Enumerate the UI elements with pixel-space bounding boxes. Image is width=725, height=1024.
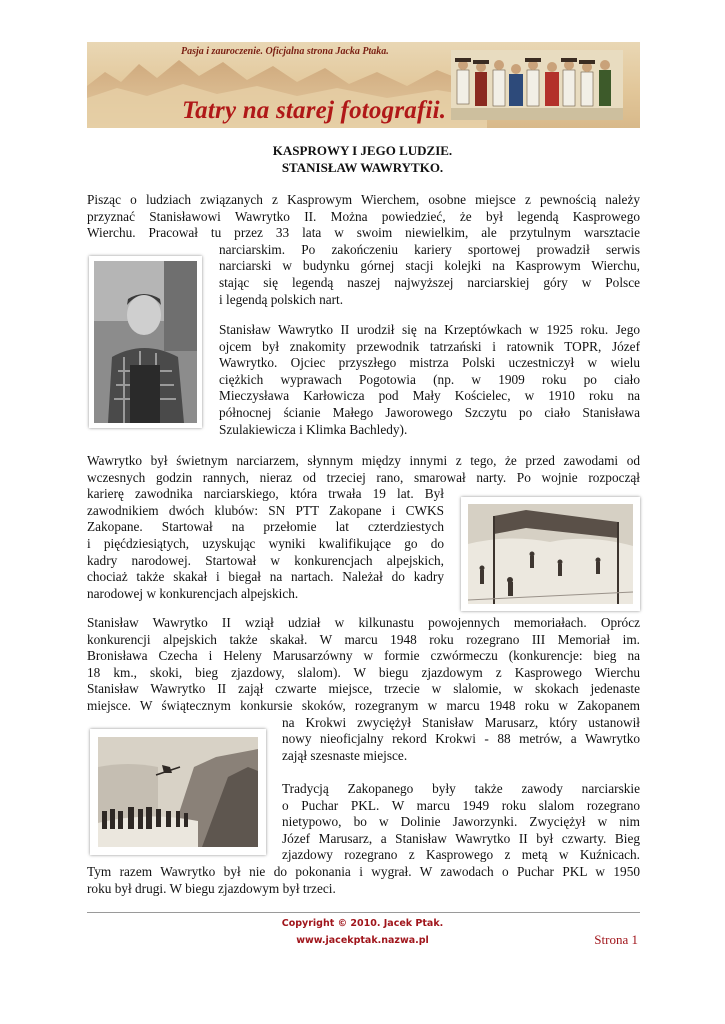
paragraph-line: ojcem był znakomity przewodnik tatrzański i ratownik TOPR, Józef xyxy=(219,338,640,354)
article-heading-line-2: STANISŁAW WAWRYTKO. xyxy=(281,160,444,175)
paragraph-line: zawodnikiem dwóch klubów: SN PTT Zakopane i CWKS xyxy=(87,502,444,518)
portrait-photo xyxy=(89,256,202,428)
paragraph-5 xyxy=(282,781,640,864)
ski-jump-photo xyxy=(90,729,266,855)
paragraph-line: na Krokwi zwyciężył Stanisław Marusarz, który ustanowił xyxy=(282,714,640,730)
paragraph-line: roku był drugi. W biegu zjazdowym był trzeci. xyxy=(87,880,336,896)
ski-race-photo xyxy=(461,497,640,611)
paragraph-1 xyxy=(87,192,640,242)
paragraph-line: Józef Marusarz, a Stanisław Wawrytko II był czwarty. Bieg xyxy=(282,830,640,846)
paragraph-line: Stanisław Wawrytko II wziął udział w kilkunastu powojennych memoriałach. Oprócz xyxy=(87,615,640,630)
paragraph-line: narciarski w budynku górnej stacji kolejki na Kasprowym Wierchu, xyxy=(219,258,640,274)
paragraph-line: Tradycją Zakopanego były także zawody narciarskie xyxy=(282,781,640,796)
paragraph-3-continued xyxy=(87,486,444,602)
paragraph-line: Tym razem Wawrytko był nie do pokonania i wygrał. W zawodach o Puchar PKL w 1950 xyxy=(87,864,640,879)
paragraph-line: Zakopane. Startował na przełomie lat czterdziestych xyxy=(87,519,444,535)
paragraph-2 xyxy=(219,322,640,438)
paragraph-line: stając się legendą naszej najwyższej narciarskiej góry w Polsce xyxy=(219,274,640,290)
paragraph-line: i legendą polskich nart. xyxy=(219,291,344,307)
paragraph-line: Pisząc o ludziach związanych z Kasprowym Wierchem, osobne miejsce z pewnością należy xyxy=(87,192,640,207)
paragraph-line: miejsce. W świątecznym konkursie skoków, rozegranym w marcu 1948 roku w Zakopanem xyxy=(87,697,640,713)
paragraph-line: ciężkich wyprawach Pogotowia (np. w 1909 roku po ciało xyxy=(219,371,640,387)
folk-costume-figures-image xyxy=(451,50,623,120)
paragraph-line: Szulakiewicza i Klimka Bachledy). xyxy=(219,421,408,437)
footer-divider xyxy=(87,912,640,913)
paragraph-line: Stanisław Wawrytko II zajął czwarte miejsce, trzecie w slalomie, w skokach jedenaste xyxy=(87,681,640,697)
paragraph-line: konkurencji alpejskich także skakał. W marcu 1948 roku rozegrano III Memoriał im. xyxy=(87,631,640,647)
paragraph-5-continued xyxy=(87,864,640,897)
paragraph-line: przyznać Stanisławowi Wawrytko II. Można powiedzieć, że był legendą Kasprowego xyxy=(87,208,640,224)
ski-jump-image xyxy=(98,737,258,847)
paragraph-line: narciarskim. Po zakończeniu kariery sportowej prowadził serwis xyxy=(219,241,640,257)
paragraph-line: wczesnych godzin rannych, nieraz od trzeciej rano, smarował narty. Po wojnie rozpoczął xyxy=(87,469,640,485)
portrait-image xyxy=(94,261,197,423)
paragraph-line: Wierchu. Pracował tu przez 33 lata w swoim niewielkim, ale przytulnym warsztacie xyxy=(87,225,640,241)
paragraph-line: i pięćdziesiątych, uzyskując wyniki kwalifikujące go do xyxy=(87,535,444,551)
article-heading-line-1: KASPROWY I JEGO LUDZIE. xyxy=(272,143,453,158)
paragraph-1-continued xyxy=(219,242,640,308)
page-number: Strona 1 xyxy=(594,932,638,947)
paragraph-line: północnej ścianie Małego Jaworowego Szczytu po ciało Stanisława xyxy=(219,404,640,420)
paragraph-line: nowy nieoficjalny rekord Krokwi - 88 metrów, a Wawrytko xyxy=(282,731,640,747)
site-title: Tatry na starej fotografii. xyxy=(182,97,447,124)
paragraph-line: narodowej w konkurencjach alpejskich. xyxy=(87,585,299,601)
paragraph-line: Bronisława Czecha i Heleny Marusarzówny w formie czwórmeczu (konkurencje: bieg na xyxy=(87,648,640,664)
site-tagline: Pasja i zauroczenie. Oficjalna strona Jacka Ptaka. xyxy=(181,46,389,57)
paragraph-line: karierę zawodnika narciarskiego, która trwała 19 lat. Był xyxy=(87,486,444,502)
paragraph-line: 18 km., skoki, bieg zjazdowy, slalom). W biegu zjazdowym z Kasprowego Wierchu xyxy=(87,664,640,680)
paragraph-line: kadry narodowej. Startował w konkurencjach alpejskich, xyxy=(87,552,444,568)
paragraph-4 xyxy=(87,615,640,715)
footer-website-link[interactable]: www.jacekptak.nazwa.pl xyxy=(296,935,429,946)
paragraph-line: nietypowo, bo w Dolinie Jaworzynki. Zwyciężył w nim xyxy=(282,814,640,830)
paragraph-line: o Puchar PKL. W marcu 1949 roku slalom rozegrano xyxy=(282,797,640,813)
paragraph-line: chociaż także skakał i biegał na nartach. Należał do kadry xyxy=(87,569,444,585)
paragraph-line: Wawrytko był świetnym narciarzem, słynnym między innymi z tego, że przed zawodami od xyxy=(87,453,640,468)
paragraph-line: Stanisław Wawrytko II urodził się na Krzeptówkach w 1925 roku. Jego xyxy=(219,322,640,337)
footer-copyright: Copyright © 2010. Jacek Ptak. xyxy=(281,918,444,929)
paragraph-line: zjazdowy rozegrano z Kasprowego z metą w Kuźnicach. xyxy=(282,847,640,863)
paragraph-3 xyxy=(87,453,640,486)
ski-race-image xyxy=(468,504,633,604)
paragraph-line: Mieczysława Karłowicza pod Mały Kościelec, w 1910 roku na xyxy=(219,388,640,404)
paragraph-line: Wawrytko. Ojciec przyszłego mistrza Polski uczestniczył w wielu xyxy=(219,355,640,371)
paragraph-4-continued xyxy=(282,715,640,765)
paragraph-line: zajął szesnaste miejsce. xyxy=(282,747,408,763)
header-banner xyxy=(87,42,640,128)
